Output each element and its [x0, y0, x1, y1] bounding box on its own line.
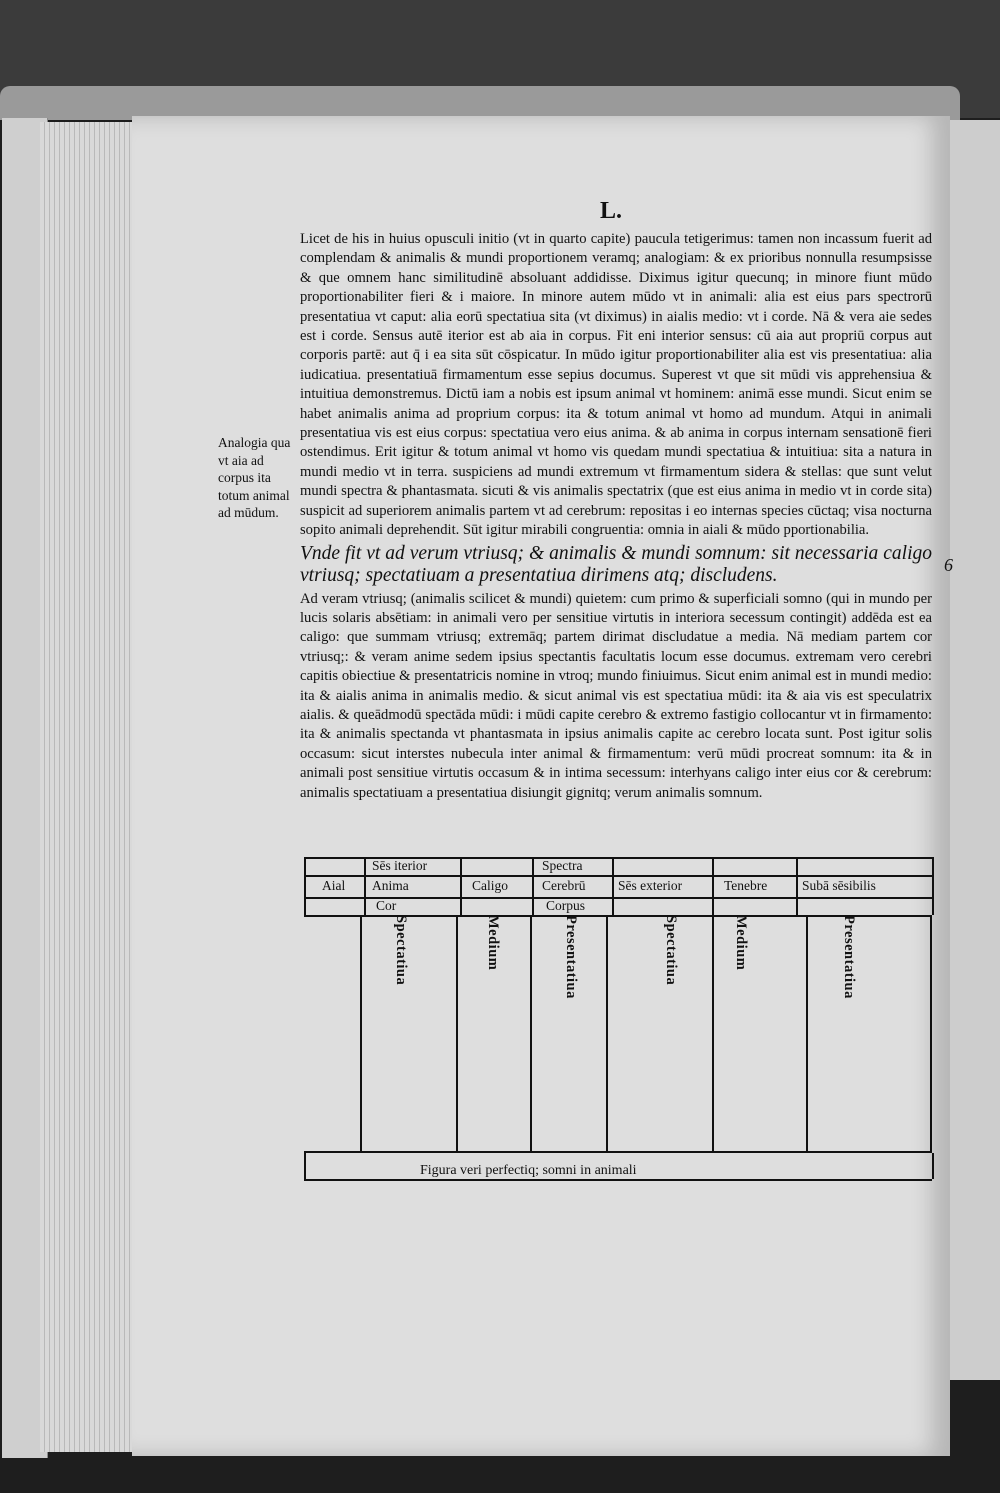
- cover-edge: [0, 86, 960, 120]
- sleep-figure: [300, 853, 936, 1183]
- figure-rule: [304, 875, 932, 877]
- figure-rule: [456, 917, 458, 1151]
- figure-rule: [930, 917, 932, 1151]
- paragraph-heading: Vnde fit vt ad verum vtriusq; & animalis & mundi somnum: sit necessaria caligo vtriusq; spectatiuam a presentatiua dirimens atq; discludens.: [300, 542, 932, 586]
- column-label: Spectatiua: [393, 915, 409, 986]
- figure-rule: [304, 857, 306, 915]
- column-label: Presentatiua: [841, 915, 857, 999]
- figure-rule: [304, 897, 932, 899]
- cell-sub-sensibilis: Subā sēsibilis: [802, 878, 876, 893]
- figure-rule: [460, 857, 462, 915]
- cell-anima: Anima: [372, 878, 409, 893]
- cell-spectra: Spectra: [542, 858, 583, 873]
- column-label: Medium: [485, 915, 501, 971]
- cell-caligo: Caligo: [472, 878, 508, 893]
- cell-tenebre: Tenebre: [724, 878, 768, 893]
- figure-rule: [612, 857, 614, 915]
- figure-rule: [806, 917, 808, 1151]
- margin-note: Analogia qua vt aia ad corpus ita totum animal ad mūdum.: [218, 435, 291, 520]
- facing-page-edge: [950, 120, 1000, 1380]
- cell-aial: Aial: [322, 878, 346, 893]
- cell-cerebrum: Cerebrū: [542, 878, 586, 893]
- page-edges: [40, 122, 132, 1452]
- cell-sens-interior: Sēs iterior: [372, 858, 428, 873]
- figure-caption: Figura veri perfectiq; somni in animali: [420, 1163, 637, 1178]
- column-label: Spectatiua: [663, 915, 679, 986]
- figure-rule: [932, 857, 934, 915]
- figure-rule: [932, 1153, 934, 1179]
- figure-rule: [712, 857, 714, 915]
- column-label: Presentatiua: [563, 915, 579, 999]
- figure-rule: [530, 917, 532, 1151]
- column-label: Medium: [733, 915, 749, 971]
- cell-cor: Cor: [376, 898, 397, 913]
- paragraph-1: Licet de his in huius opusculi initio (vt in quarto capite) paucula tetigerimus: tamen non incassum fuerit ad complendam & animalis & mundi proportionem veramq; analogiam: & ex prioribus nonnulla resumpsisse & que omnem hanc similitudinē absoluant addidisse. Diximus igitur quecunq; in minore fiunt mūdo proportionabiliter fieri & i maiore. In minore autem mūdo vt in animali: alia est eius pars spectrorū presentatiua vt caput: alia eorū spectatiua sita (vt diximus) in aialis medio: vt i corde. Nā & vera aie sedes est i corde. Sensus autē iterior est ab aia in corpus. Fit eni interior sensus: cū aia aut propriū corpus aut corporis partē: aut q̄ i ea sita sūt cōspicatur. In mūdo igitur proportionabiliter alia est vis presentatiua: alia iudicatiua. presentatiuā firmamentum esse sepius documus. Superest vt que sit mūdi vis apprehensiua & intuitiua demonstremus. Dictū iam a nobis est ipsum animal vt hominem: animā esse mundi. Sicut enim se habet animalis anima ad proprium corpus: ita & totum animal vt homo ad mundum. Atqui in animali presentatiua vis est eius corpus: spectatiua vero eius anima. & ab anima in corpus internam sensationē fieri ostendimus. Erit igitur & totum animal vt homo vis quedam mundi spectatiua & intuitiua: sita a natura in mundi medio vt in terra. suspiciens ad mundi extremum vt firmamentum sidera & stellas: que sunt velut mundi spectra & phantasmata. sicuti & vis animalis spectatrix (que est eius anima in medio vt in corde sita) suspicit ad superiorem animalis partem vt ad cerebrum: repositas i eo internas species cūctaq; visa nocturna sopito animali deprehendit. Sūt igitur mirabili congruentia: omnia in aiali & mūdo pportionabilia.: [300, 231, 932, 539]
- paragraph-2: Ad veram vtriusq; (animalis scilicet & mundi) quietem: cum primo & superficiali somno (qui in mundo per lucis solaris absētiam: in animali vero per sensitiue virtutis in interiora secessum contingit) addēda est ea caligo: que summam vtriusq; extremāq; partem dirimat discludatue a media. Nā mediam partem cor vtriusq;: & veram anime sedem ipsius spectantis facultatis locum esse documus. extremam vero cerebri capitis obiectiue & presentatricis nomine in vtroq; mundo finiuimus. Sicut enim animal est in mundi medio: ita & aialis anima in animalis medio. & sicut animal vis est spectatiua mūdi: ita & aia vis est speculatrix aialis. & queādmodū spectāda mūdi: i mūdi capite cerebro & extremo fastigio collocantur vt in firmamento: ita & animalis spectanda vt phantasmata in ipsius animalis capite ac cerebro locata sunt. Post igitur solis occasum: sicut interstes nubecula inter animal & firmamentum: verū mūdi procreat somnum: ita & in animali post sensitiue virtutis occasum & in intima secessum: interhyans caligo inter eius cor & cerebrum: animalis spectatiuam a presentatiua disiungit gignitq; verum animalis somnum.: [300, 590, 932, 801]
- figure-rule: [304, 1151, 932, 1153]
- cell-sens-exterior: Sēs exterior: [618, 878, 683, 893]
- figure-rule: [364, 857, 366, 915]
- figure-rule: [532, 857, 534, 915]
- folio-number: L.: [600, 198, 623, 224]
- figure-rule: [304, 1153, 306, 1179]
- figure-rule: [712, 917, 714, 1151]
- figure-rule: [360, 917, 362, 1151]
- figure-rule: [304, 1179, 932, 1181]
- figure-rule: [796, 857, 798, 915]
- figure-rule: [606, 917, 608, 1151]
- cell-corpus: Corpus: [546, 898, 586, 913]
- margin-digit: 6: [944, 555, 953, 575]
- main-text: [300, 230, 932, 803]
